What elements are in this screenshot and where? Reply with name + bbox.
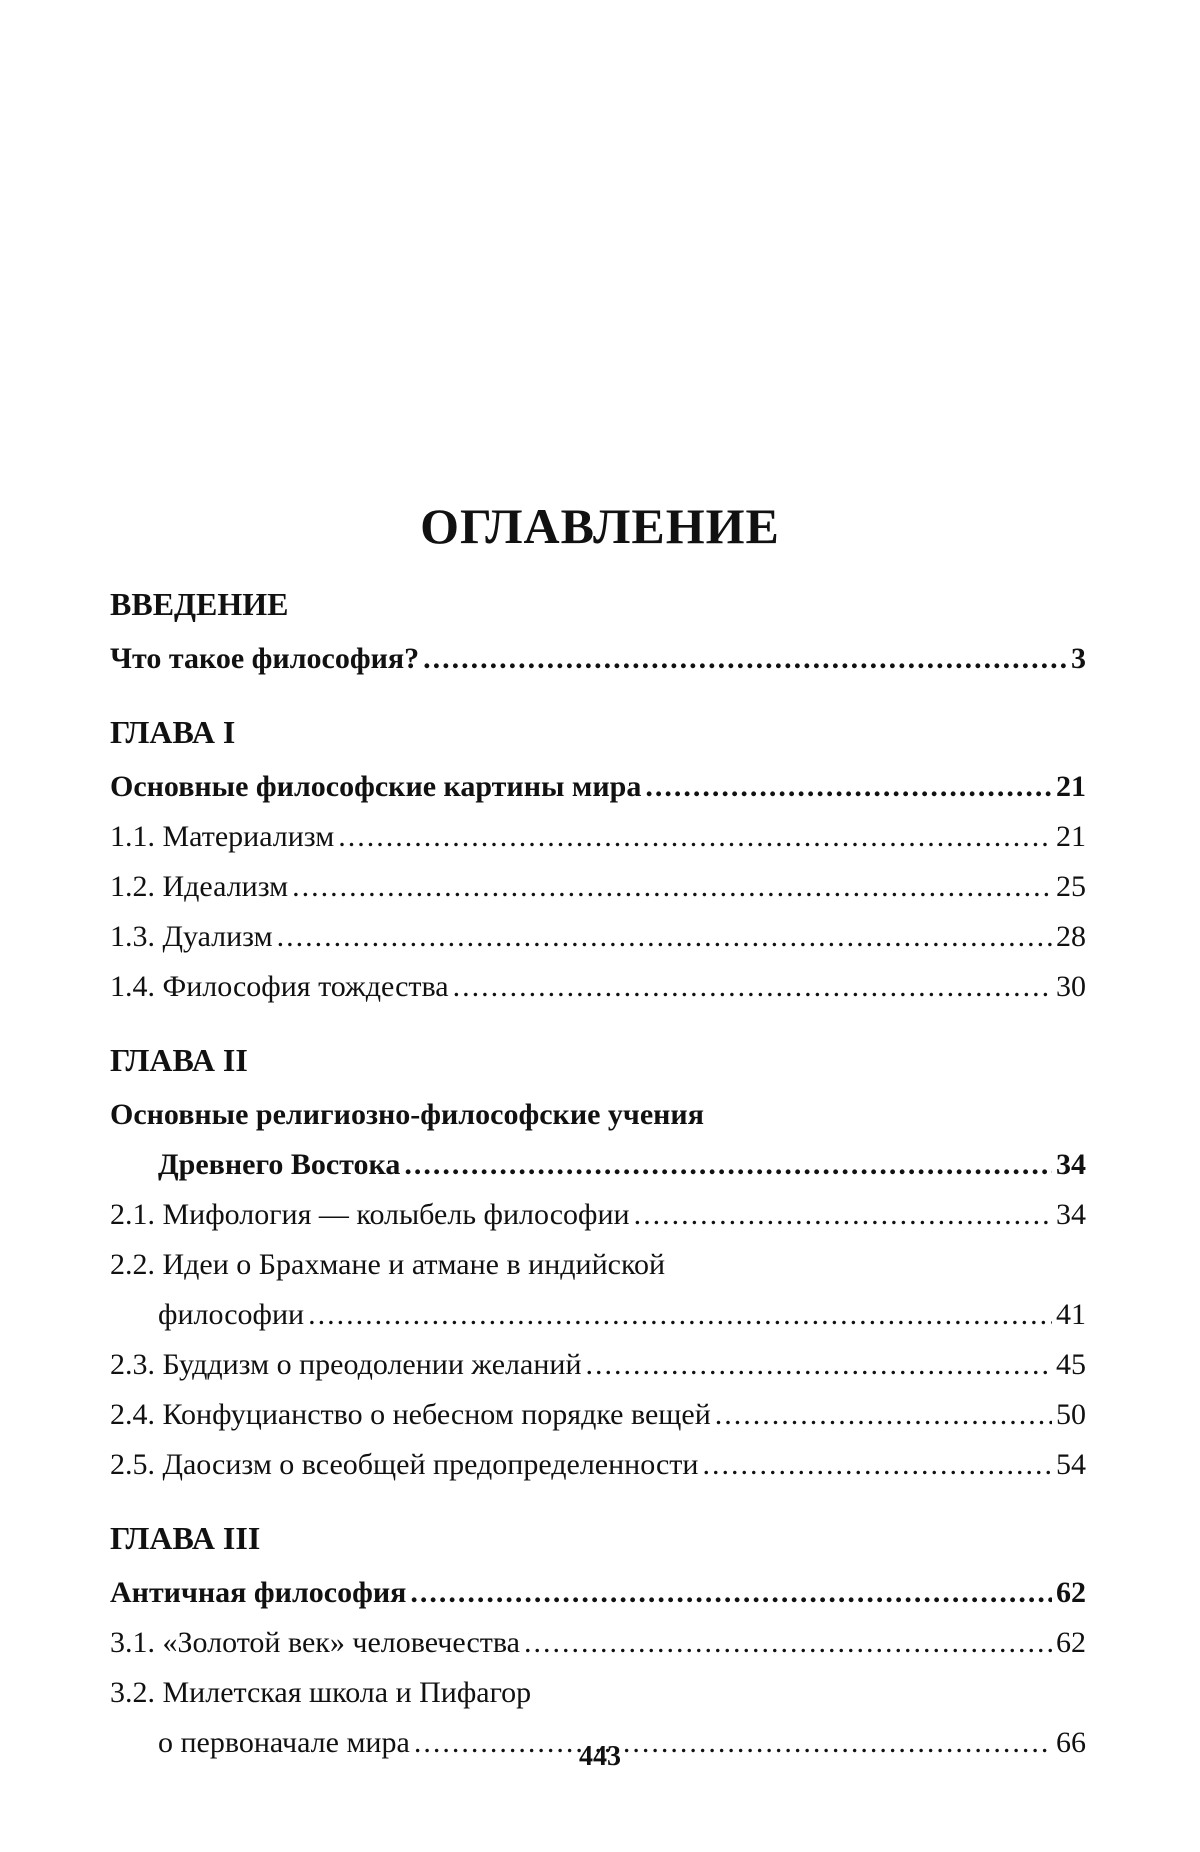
toc-entry <box>110 1618 1086 1668</box>
toc-entry <box>110 1340 1086 1390</box>
dot-leader <box>308 1290 1052 1340</box>
toc-line <box>110 1568 1086 1618</box>
toc-line <box>110 1618 1086 1668</box>
toc-entry-title: 3.1. «Золотой век» человечества <box>110 1626 520 1659</box>
toc-line <box>110 1090 1086 1140</box>
toc-entry-title: Основные философские картины мира <box>110 770 642 803</box>
toc-line <box>110 1340 1086 1390</box>
toc-line <box>110 1668 1086 1718</box>
section-heading: ГЛАВА II <box>110 1042 248 1078</box>
toc-entry-title: 1.4. Философия тождества <box>110 970 449 1003</box>
toc-entry-title: 1.3. Дуализм <box>110 920 273 953</box>
toc-page-number: 25 <box>1056 870 1086 903</box>
toc-page-number: 62 <box>1056 1576 1086 1609</box>
toc-page-number: 62 <box>1056 1626 1086 1659</box>
toc-entry-title: 2.4. Конфуцианство о небесном порядке вещей <box>110 1398 711 1431</box>
toc-line <box>110 1290 1086 1340</box>
dot-leader <box>634 1190 1052 1240</box>
toc-entry-title: 1.1. Материализм <box>110 820 335 853</box>
toc-page-number: 30 <box>1056 970 1086 1003</box>
toc-page-number: 34 <box>1056 1198 1086 1231</box>
dot-leader <box>410 1568 1052 1618</box>
toc-entry-title: 2.5. Даосизм о всеобщей предопределенности <box>110 1448 699 1481</box>
toc-page-number: 54 <box>1056 1448 1086 1481</box>
toc-line <box>110 634 1086 684</box>
toc-entry-title: Античная философия <box>110 1576 407 1609</box>
toc-line <box>110 862 1086 912</box>
toc-page-number: 34 <box>1056 1148 1086 1181</box>
toc-line <box>110 962 1086 1012</box>
toc-entry-title: 1.2. Идеализм <box>110 870 289 903</box>
toc-entry <box>110 1090 1086 1190</box>
toc-line <box>110 1190 1086 1240</box>
toc-entry-title: 2.3. Буддизм о преодолении желаний <box>110 1348 582 1381</box>
toc-page-number: 21 <box>1056 820 1086 853</box>
dot-leader <box>645 762 1052 812</box>
toc-line <box>110 1140 1086 1190</box>
toc-entry <box>110 1240 1086 1340</box>
dot-leader <box>524 1618 1052 1668</box>
section-heading: ВВЕДЕНИЕ <box>110 586 289 622</box>
page-number: 443 <box>579 1741 621 1772</box>
table-of-contents <box>110 584 1086 1768</box>
toc-entry <box>110 1440 1086 1490</box>
dot-leader <box>404 1140 1052 1190</box>
page-title: ОГЛАВЛЕНИЕ <box>420 498 780 554</box>
toc-entry <box>110 812 1086 862</box>
toc-entry-title: Древнего Востока <box>158 1148 401 1181</box>
toc-entry-title: о первоначале мира <box>158 1726 410 1759</box>
toc-line <box>110 1440 1086 1490</box>
toc-page-number: 50 <box>1056 1398 1086 1431</box>
dot-leader <box>292 862 1052 912</box>
toc-line <box>110 1390 1086 1440</box>
dot-leader <box>453 962 1052 1012</box>
toc-entry <box>110 962 1086 1012</box>
toc-page-number: 3 <box>1071 642 1086 675</box>
toc-entry-title: 2.2. Идеи о Брахмане и атмане в индийской <box>110 1248 666 1281</box>
toc-entry <box>110 1390 1086 1440</box>
dot-leader <box>702 1440 1052 1490</box>
toc-line <box>110 762 1086 812</box>
toc-line <box>110 1240 1086 1290</box>
toc-page-number: 41 <box>1056 1298 1086 1331</box>
section-heading: ГЛАВА III <box>110 1520 261 1556</box>
toc-page-number: 66 <box>1056 1726 1086 1759</box>
toc-entry <box>110 634 1086 684</box>
toc-line <box>110 812 1086 862</box>
toc-page-number: 28 <box>1056 920 1086 953</box>
toc-entry <box>110 1190 1086 1240</box>
dot-leader <box>423 634 1067 684</box>
toc-entry-title: 2.1. Мифология — колыбель философии <box>110 1198 630 1231</box>
toc-page-number: 45 <box>1056 1348 1086 1381</box>
dot-leader <box>338 812 1052 862</box>
toc-page-number: 21 <box>1056 770 1086 803</box>
toc-entry-title: Что такое философия? <box>110 642 420 675</box>
dot-leader <box>586 1340 1052 1390</box>
dot-leader <box>277 912 1052 962</box>
dot-leader <box>715 1390 1052 1440</box>
toc-entry <box>110 762 1086 812</box>
section-heading: ГЛАВА I <box>110 714 236 750</box>
toc-line <box>110 912 1086 962</box>
toc-entry-title: 3.2. Милетская школа и Пифагор <box>110 1676 532 1709</box>
toc-entry-title: Основные религиозно-философские учения <box>110 1098 704 1131</box>
toc-entry <box>110 1568 1086 1618</box>
toc-entry-title: философии <box>158 1298 305 1331</box>
toc-entry <box>110 862 1086 912</box>
toc-entry <box>110 912 1086 962</box>
